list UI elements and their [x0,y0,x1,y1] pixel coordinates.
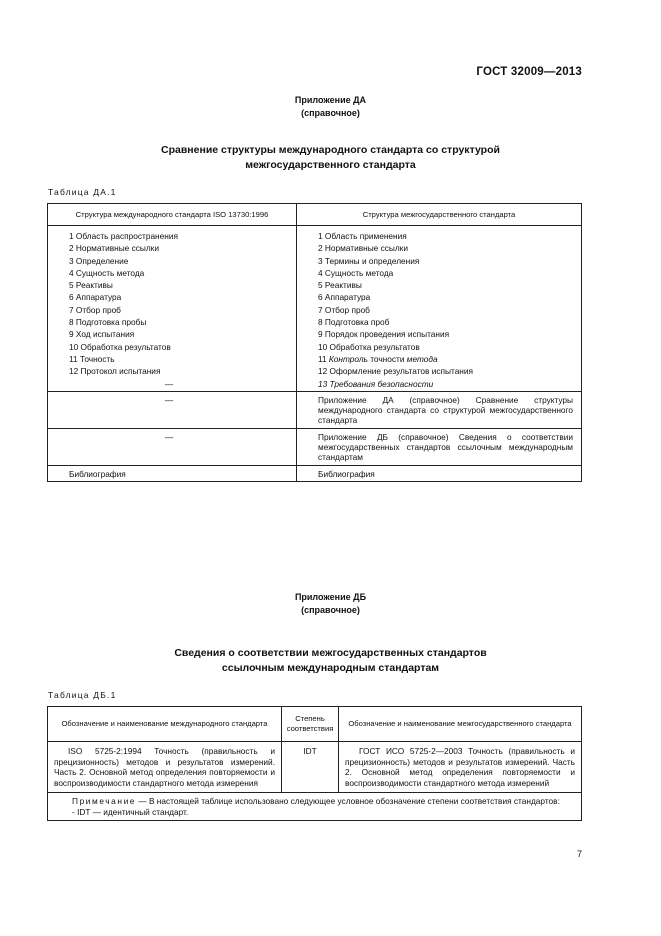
annex-b-subtitle: (справочное) [301,605,360,615]
annex-a-title: Приложение ДА [294,95,367,105]
table-cell: 11 Точность [48,353,297,365]
note-text: — В настоящей таблице использовано следующее условное обозначение степени соответствия стандартов: [136,796,560,807]
table-cell: 6 Аппаратура [297,291,582,303]
table-row [48,341,582,353]
table-a-caption: Таблица ДА.1 [48,187,117,197]
table-b-col3-header: Обозначение и наименование межгосударственного стандарта [339,707,582,742]
annex-b-heading [0,646,661,676]
table-cell: 5 Реактивы [297,279,582,291]
table-cell [297,353,582,365]
note-item: - IDT — идентичный стандарт. [72,806,189,817]
annex-b-heading-line2: ссылочным международным стандартам [221,662,440,674]
italic-text: метода [406,353,438,364]
table-cell: 12 Оформление результатов испытания [297,365,582,377]
table-cell: 2 Нормативные ссылки [297,242,582,254]
table-cell: — [48,391,297,428]
table-b-col2-header: Степень соответствия [282,707,339,742]
table-row [48,365,582,377]
table-cell: 10 Обработка результатов [297,341,582,353]
table-cell: 6 Аппаратура [48,291,297,303]
table-cell: 3 Определение [48,255,297,267]
table-note [48,793,582,821]
table-cell: Библиография [48,465,297,481]
annex-a-subtitle: (справочное) [301,108,360,118]
table-a-col2-header: Структура межгосударственного стандарта [297,204,582,226]
table-cell: 8 Подготовка пробы [48,316,297,328]
table-row [48,378,582,392]
table-cell-degree: IDT [282,742,339,793]
plain-text: точности [367,353,407,364]
annex-a-heading [0,143,661,173]
table-cell: — [48,428,297,465]
table-cell: 1 Область применения [297,226,582,243]
item-number: 11 [318,353,329,364]
table-cell: 13 Требования безопасности [297,378,582,392]
table-row [48,279,582,291]
annex-a-header [0,94,661,120]
table-row [48,465,582,481]
annex-b-title: Приложение ДБ [294,592,367,602]
table-row [48,328,582,340]
table-cell: 4 Сущность метода [48,267,297,279]
annex-b-heading-line1: Сведения о соответствии межгосударственных стандартов [174,647,487,659]
table-cell: 8 Подготовка проб [297,316,582,328]
table-row [48,242,582,254]
table-cell-intl-standard: ISO 5725-2:1994 Точность (правильность и прецизионность) методов и результатов измерений. Часть 2. Основной метод определения повторяемости и воспроизводимости стандартного метода измерения [48,742,282,793]
table-row [48,353,582,365]
standard-code: ГОСТ 32009—2013 [476,66,582,78]
table-cell: 4 Сущность метода [297,267,582,279]
table-row [48,742,582,793]
table-cell: 7 Отбор проб [48,304,297,316]
table-cell: 5 Реактивы [48,279,297,291]
table-cell: 9 Порядок проведения испытания [297,328,582,340]
table-note-row [48,793,582,821]
table-a-col1-header: Структура международного стандарта ISO 13730:1996 [48,204,297,226]
table-cell: 9 Ход испытания [48,328,297,340]
annex-b-header [0,591,661,617]
table-cell: 2 Нормативные ссылки [48,242,297,254]
table-standards-correspondence [47,706,582,821]
table-b-col1-header: Обозначение и наименование международного стандарта [48,707,282,742]
annex-a-heading-line1: Сравнение структуры международного стандарта со структурой [161,144,500,156]
table-cell: Приложение ДА (справочное) Сравнение структуры международного стандарта со структурой межгосударственного стандарта [297,391,582,428]
page-number: 7 [576,849,582,859]
table-row [48,267,582,279]
table-row [48,291,582,303]
table-structure-comparison [47,203,582,482]
table-cell: 1 Область распространения [48,226,297,243]
table-cell: — [48,378,297,392]
table-row [48,304,582,316]
italic-text: Контроль [328,353,368,364]
note-label: Примечание [72,796,137,807]
table-row [48,255,582,267]
table-cell: 3 Термины и определения [297,255,582,267]
table-cell: Приложение ДБ (справочное) Сведения о соответствии межгосударственных стандартов ссылочным международным стандартам [297,428,582,465]
table-cell: Библиография [297,465,582,481]
table-b-caption: Таблица ДБ.1 [48,690,117,700]
table-row [48,428,582,465]
table-row [48,391,582,428]
table-cell-interstate-standard: ГОСТ ИСО 5725-2—2003 Точность (правильность и прецизионность) методов и результатов измерений. Часть 2. Основной метод определения повторяемости и воспроизводимости стандартного метода измерений [339,742,582,793]
annex-a-heading-line2: межгосударственного стандарта [245,159,416,171]
table-cell: 10 Обработка результатов [48,341,297,353]
table-cell: 7 Отбор проб [297,304,582,316]
table-row [48,316,582,328]
table-row [48,226,582,243]
table-cell: 12 Протокол испытания [48,365,297,377]
